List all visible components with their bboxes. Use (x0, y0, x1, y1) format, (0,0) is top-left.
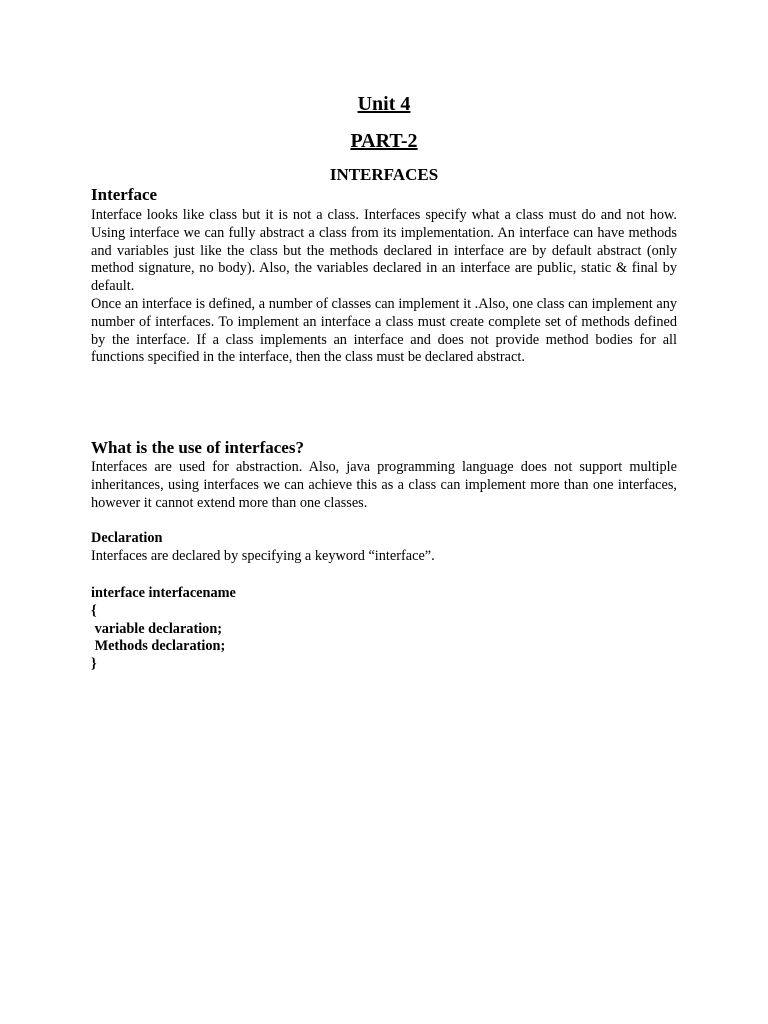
code-block (91, 585, 677, 674)
code-line: } (91, 656, 97, 673)
code-line: variable declaration; (91, 620, 223, 637)
use-of-interfaces-paragraph: Interfaces are used for abstraction. Also, java programming language does not support multiple inheritances, using interfaces we can achieve this as a class can implement more than one interfaces, however it cannot extend more than one classes. (91, 459, 677, 511)
interface-paragraph-1: Interface looks like class but it is not a class. Interfaces specify what a class must do and not how. Using interface we can fully abstract a class from its implementation. An interface can have methods and variables just like the class but the methods declared in interface are by default abstract (only method signature, no body). Also, the variables declared in an interface are public, static & final by default. (91, 207, 677, 295)
code-line: interface interfacename (91, 585, 236, 601)
unit-title: Unit 4 (357, 93, 411, 115)
interfaces-title: INTERFACES (329, 165, 439, 184)
declaration-heading: Declaration (91, 530, 163, 546)
part-title: PART-2 (350, 130, 418, 152)
interface-paragraph-2: Once an interface is defined, a number of classes can implement it .Also, one class can implement any number of interfaces. To implement an interface a class must create complete set of methods defined by the interface. If a class implements an interface and does not provide method bodies for all functions specified in the interface, then the class must be declared abstract. (91, 296, 677, 366)
interface-heading: Interface (91, 185, 158, 204)
code-line: Methods declaration; (91, 638, 226, 655)
code-line: { (91, 602, 97, 619)
use-of-interfaces-heading: What is the use of interfaces? (91, 438, 304, 457)
declaration-paragraph: Interfaces are declared by specifying a keyword “interface”. (91, 548, 435, 564)
